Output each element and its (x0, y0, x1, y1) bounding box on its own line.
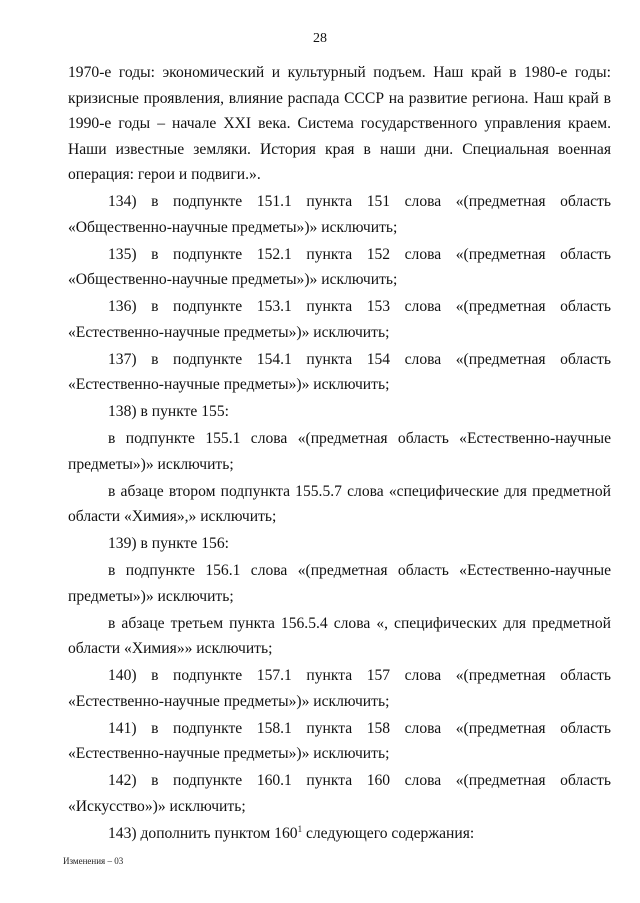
paragraph: 139) в пункте 156: (108, 535, 229, 552)
paragraph-text: следующего содержания: (302, 824, 475, 842)
document-body (68, 60, 611, 848)
paragraph-last (68, 821, 611, 847)
paragraph: 137) в подпункте 154.1 пункта 154 слова «(предметная область «Естественно-научные предметы»)» исключить; (68, 350, 611, 393)
paragraph: 141) в подпункте 158.1 пункта 158 слова «(предметная область «Естественно-научные предметы»)» исключить; (68, 719, 611, 762)
paragraph: 136) в подпункте 153.1 пункта 153 слова «(предметная область «Естественно-научные предметы»)» исключить; (68, 298, 611, 341)
paragraph: в абзаце третьем пункта 156.5.4 слова «, специфических для предметной области «Химия»» исключить; (68, 614, 611, 657)
paragraph: в подпункте 156.1 слова «(предметная область «Естественно-научные предметы»)» исключить; (68, 562, 611, 605)
paragraph: 135) в подпункте 152.1 пункта 152 слова «(предметная область «Общественно-научные предметы»)» исключить; (68, 245, 611, 288)
page-number: 28 (313, 31, 327, 46)
paragraph: в абзаце втором подпункта 155.5.7 слова «специфические для предметной области «Химия»,» исключить; (68, 482, 611, 525)
footer-note: Изменения – 03 (63, 856, 124, 866)
paragraph: 140) в подпункте 157.1 пункта 157 слова «(предметная область «Естественно-научные предметы»)» исключить; (68, 667, 611, 710)
paragraph: 142) в подпункте 160.1 пункта 160 слова «(предметная область «Искусство»)» исключить; (68, 772, 611, 815)
paragraph: 138) в пункте 155: (108, 403, 229, 420)
superscript-index: 1 (297, 823, 303, 834)
paragraph: 134) в подпункте 151.1 пункта 151 слова «(предметная область «Общественно-научные предметы»)» исключить; (68, 193, 611, 236)
paragraph: 1970-е годы: экономический и культурный подъем. Наш край в 1980-е годы: кризисные проявления, влияние распада СССР на развитие региона. Наш край в 1990-е годы – начале XXI века. Система государственного управления краем. Наши известные земляки. История края в наши дни. Специальная военная операция: герои и подвиги.». (68, 64, 611, 183)
paragraph-text: 143) дополнить пунктом 160 (108, 824, 298, 842)
paragraph: в подпункте 155.1 слова «(предметная область «Естественно-научные предметы»)» исключить; (68, 430, 611, 473)
